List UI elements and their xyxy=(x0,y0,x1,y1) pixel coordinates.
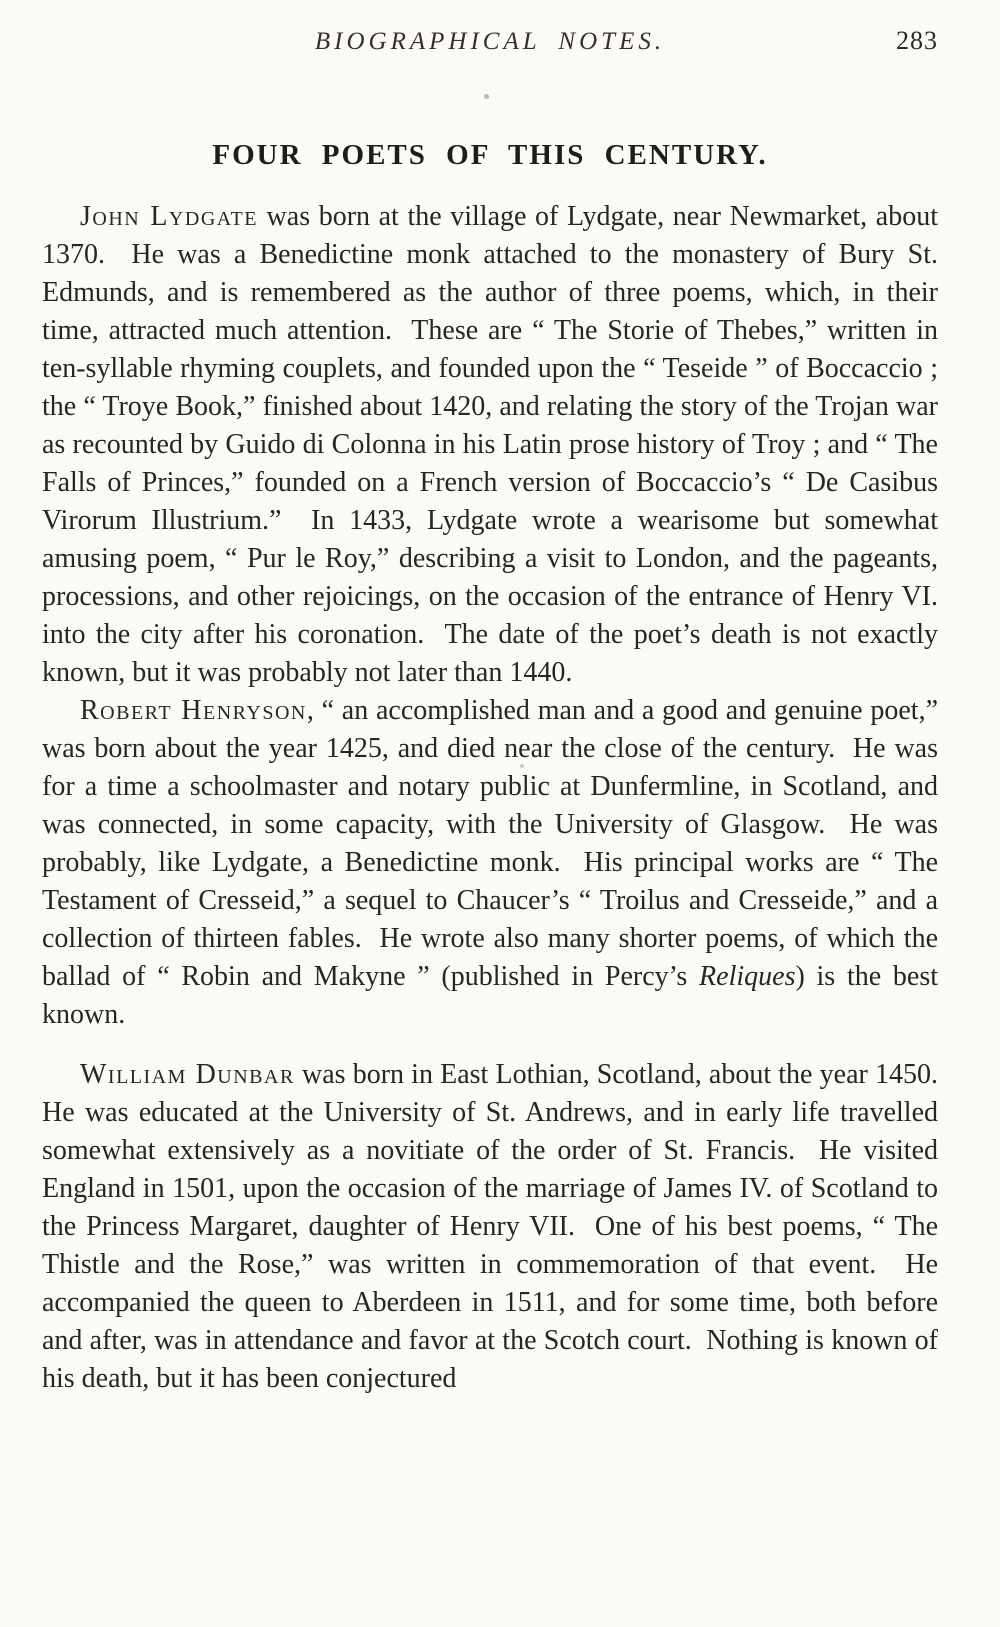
paragraph-text: ) is the best known. xyxy=(42,961,945,1030)
paragraph-text: was born at the village of Lydgate, near Newmarket, about 1370. He was a Benedictine monk attached to the monastery of Bury St. Edmunds, and is remembered as the author of three poems, which, in their time, attracted much attention. These are “ The Storie of Thebes,” written in ten-syllable rhyming couplets, and founded upon the “ Teseide ” of Boccaccio ; the “ Troye Book,” finished about 1420, and relating the story of the Trojan war as recounted by Guido di Colonna in his Latin prose history of Troy ; and “ The Falls of Princes,” founded on a French version of Boccaccio’s “ De Casibus Virorum Illustrium.” In 1433, Lydgate wrote a wearisome but somewhat amusing poem, “ Pur le Roy,” describing a visit to London, and the pageants, processions, and other rejoicings, on the occasion of the entrance of Henry VI. into the city after his coronation. The date of the poet’s death is not exactly known, but it was probably not later than 1440. xyxy=(42,201,945,688)
lead-name-dunbar: William Dunbar xyxy=(80,1059,295,1090)
paragraph-lydgate xyxy=(42,198,945,692)
page-number: 283 xyxy=(896,26,938,55)
article-title: FOUR POETS OF THIS CENTURY. xyxy=(212,139,768,171)
scan-speck xyxy=(484,94,489,99)
page-header xyxy=(42,26,938,56)
italic-book-title: Reliques xyxy=(699,961,796,992)
lead-name-henryson: Robert Henryson xyxy=(80,695,307,726)
paragraph-text: , “ an accomplished man and a good and genuine poet,” was born about the year 1425, and died near the close of the century. He was for a time a schoolmaster and notary public at Dunfermline, in Scotland, and was connected, in some capacity, with the University of Glasgow. He was probably, like Lydgate, a Benedictine monk. His principal works are “ The Testament of Cresseid,” a sequel to Chaucer’s “ Troilus and Cresseide,” and a collection of thirteen fables. He wrote also many shorter poems, of which the ballad of “ Robin and Makyne ” (published in Percy’s xyxy=(42,695,945,992)
paragraph-dunbar xyxy=(42,1056,952,1398)
scan-speck xyxy=(520,764,524,768)
paragraph-henryson xyxy=(42,692,945,1034)
lead-name-lydgate: John Lydgate xyxy=(80,201,258,232)
paragraph-text: was born in East Lothian, Scotland, about the year 1450. He was educated at the University of St. Andrews, and in early life travelled somewhat extensively as a novitiate of the order of St. Francis. He visited England in 1501, upon the occasion of the marriage of James IV. of Scotland to the Princess Margaret, daughter of Henry VII. One of his best poems, “ The Thistle and the Rose,” was written in commemoration of that event. He accompanied the queen to Aberdeen in 1511, and for some time, both before and after, was in attendance and favor at the Scotch court. Nothing is known of his death, but it has been conjectured xyxy=(42,1059,952,1394)
running-title: BIOGRAPHICAL NOTES. xyxy=(314,28,666,55)
